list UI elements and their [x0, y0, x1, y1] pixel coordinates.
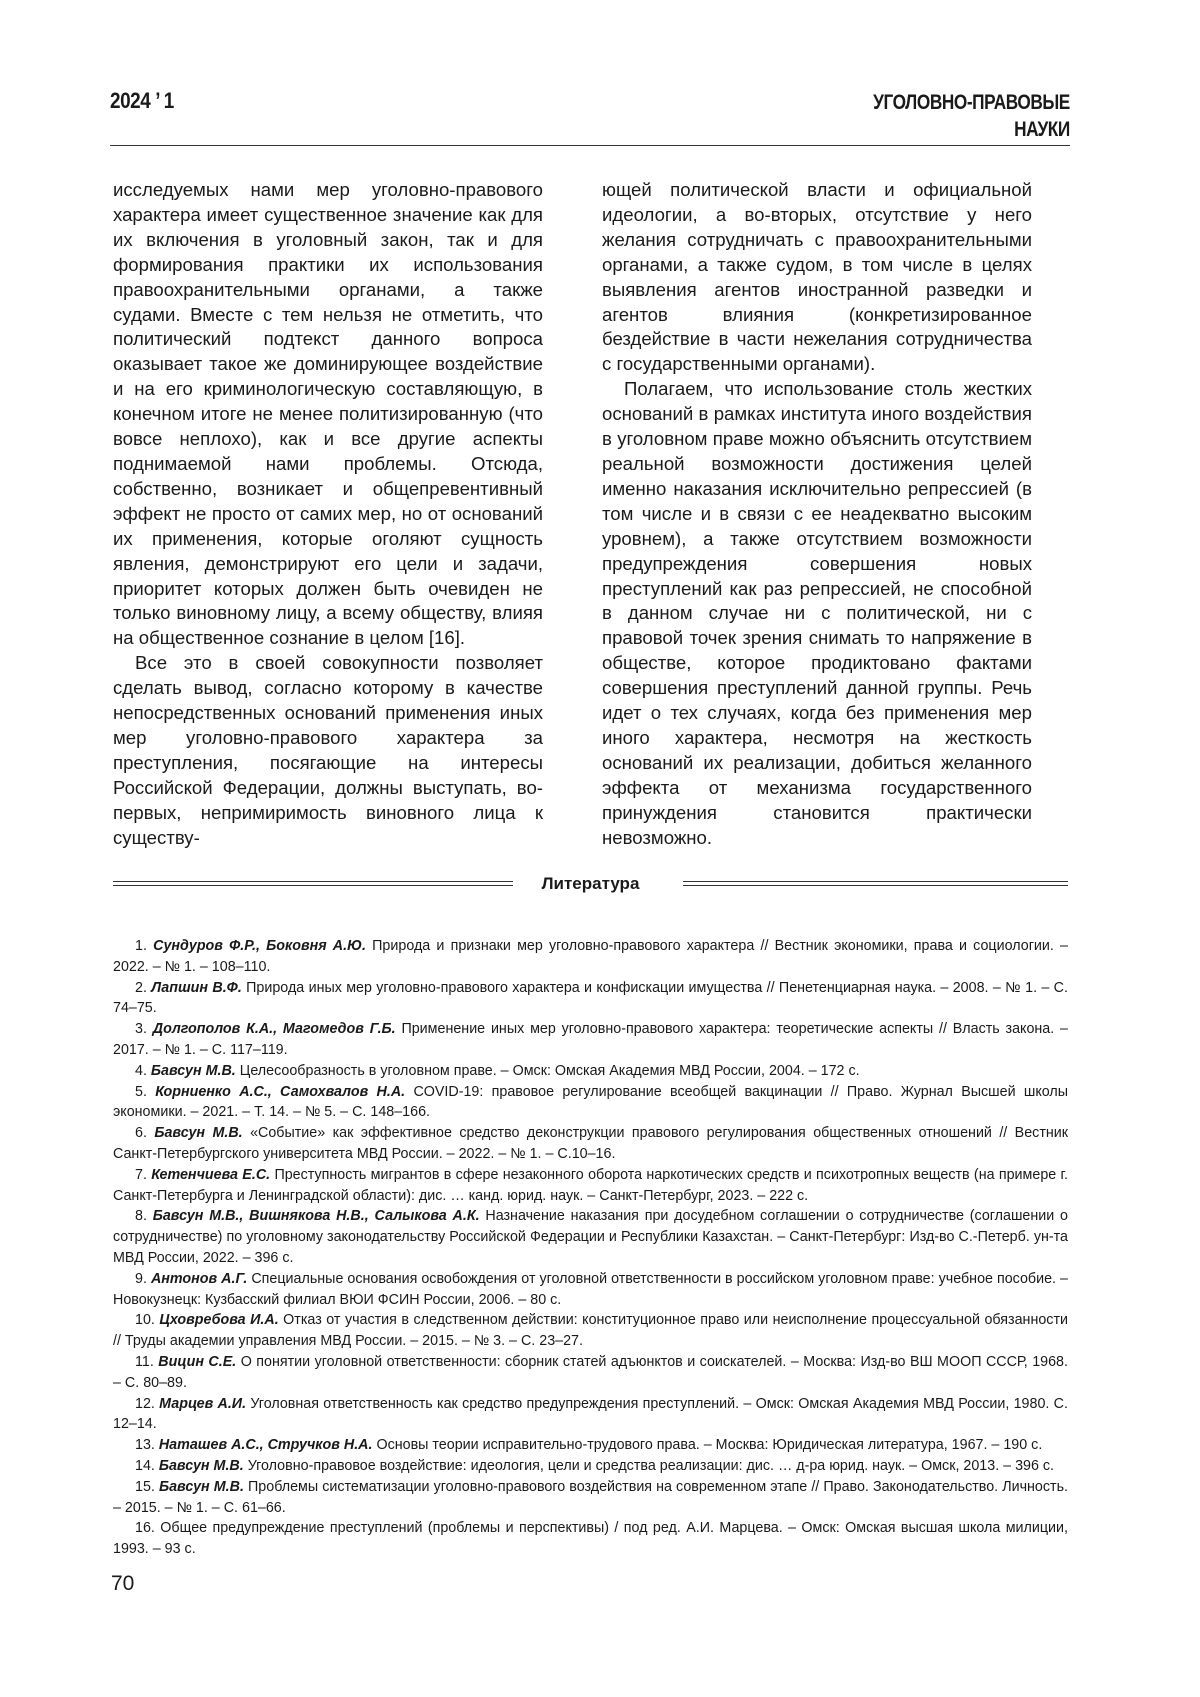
- reference-authors: Корниенко А.С., Самохвалов Н.А.: [155, 1083, 406, 1100]
- reference-number: 13.: [135, 1437, 155, 1454]
- reference-text: COVID-19: правовое регулирование всеобщей вакцинации // Право. Журнал Высшей школы экономики. – 2021. – Т. 14. – № 5. – С. 148–166.: [113, 1083, 1068, 1121]
- heading-rule-right: [683, 881, 1068, 886]
- reference-text: Целесообразность в уголовном праве. – Омск: Омская Академия МВД России, 2004. – 172 с.: [235, 1062, 860, 1079]
- reference-text: Уголовная ответственность как средство предупреждения преступлений. – Омск: Омская Академия МВД России, 1980. С. 12–14.: [113, 1395, 1068, 1433]
- reference-authors: Бавсун М.В.: [158, 1457, 244, 1474]
- reference-item: [113, 1082, 1068, 1124]
- body-column-left: [113, 178, 543, 850]
- reference-item: [113, 1352, 1068, 1394]
- reference-text: Специальные основания освобождения от уголовной ответственности в российском уголовном праве: учебное пособие. – Новокузнецк: Кузбасский филиал ВЮИ ФСИН России, 2006. – 80 с.: [113, 1270, 1068, 1308]
- section-title-line-1: УГОЛОВНО-ПРАВОВЫЕ: [873, 91, 1070, 114]
- reference-text: Основы теории исправительно-трудового права. – Москва: Юридическая литература, 1967. – 190 с.: [372, 1437, 1043, 1454]
- paragraph: ющей политической власти и официальной идеологии, а во-вторых, отсутствие у него желания сотрудничать с правоохранительными органами, а также судом, в том числе в целях выявления агентов иностранной разведки и агентов влияния (конкретизированное бездействие в части нежелания сотрудничества с государственными органами).: [602, 179, 1032, 375]
- reference-list: [113, 936, 1068, 1560]
- reference-number: 14.: [135, 1457, 155, 1474]
- reference-item: [113, 936, 1068, 978]
- reference-number: 9.: [135, 1270, 147, 1287]
- reference-authors: Марцев А.И.: [159, 1395, 247, 1412]
- reference-authors: Бавсун М.В., Вишнякова Н.В., Салыкова А.К.: [152, 1208, 480, 1225]
- paragraph: Полагаем, что использование столь жестких оснований в рамках института иного воздействия в уголовном праве можно объяснить отсутствием реальной возможности достижения целей именно наказания исключительно репрессией (в том числе и в связи с ее неадекватно высоким уровнем), а также отсутствием возможности предупреждения совершения новых преступлений как раз репрессией, не способной в данном случае ни с политической, ни с правовой точек зрения снимать то напряжение в обществе, которое продиктовано фактами совершения преступлений данной группы. Речь идет о тех случаях, когда без применения мер иного характера, несмотря на жесткость оснований их реализации, добиться желанного эффекта от механизма государственного принуждения становится практически невозможно.: [602, 378, 1032, 848]
- literature-heading: [113, 874, 1068, 894]
- reference-number: 4.: [135, 1062, 147, 1079]
- paragraph: Все это в своей совокупности позволяет сделать вывод, согласно которому в качестве непосредственных оснований применения иных мер уголовно-правового характера за преступления, посягающие на интересы Российской Федерации, должны выступать, во-первых, непримиримость виновного лица к существу-: [113, 652, 543, 848]
- page-number: 70: [111, 1572, 135, 1595]
- reference-number: 6.: [135, 1125, 147, 1142]
- literature-title: Литература: [541, 874, 640, 893]
- header-rule: [110, 145, 1070, 146]
- reference-authors: Лапшин В.Ф.: [151, 979, 242, 996]
- reference-number: 10.: [135, 1312, 155, 1329]
- reference-authors: Вицин С.Е.: [158, 1353, 237, 1370]
- reference-number: 5.: [135, 1083, 147, 1100]
- reference-number: 2.: [135, 979, 147, 996]
- reference-authors: Антонов А.Г.: [150, 1270, 248, 1287]
- reference-item: [113, 978, 1068, 1020]
- reference-text: Природа иных мер уголовно-правового характера и конфискации имущества // Пенетенциарная наука. – 2008. – № 1. – С. 74–75.: [113, 979, 1068, 1017]
- reference-authors: Бавсун М.В.: [150, 1062, 236, 1079]
- reference-item: [113, 1019, 1068, 1061]
- reference-authors: Цховребова И.А.: [159, 1312, 279, 1329]
- reference-text: О понятии уголовной ответственности: сборник статей адъюнктов и соискателей. – Москва: Изд-во ВШ МООП СССР, 1968. – С. 80–89.: [113, 1353, 1068, 1391]
- reference-item: [113, 1123, 1068, 1165]
- reference-number: 12.: [135, 1395, 155, 1412]
- reference-authors: Бавсун М.В.: [154, 1125, 243, 1142]
- reference-item: [113, 1165, 1068, 1207]
- body-column-right: [602, 178, 1032, 850]
- reference-text: Применение иных мер уголовно-правового характера: теоретические аспекты // Власть закона. – 2017. – № 1. – С. 117–119.: [113, 1021, 1068, 1058]
- reference-text: Природа и признаки мер уголовно-правового характера // Вестник экономики, права и социологии. – 2022. – № 1. – 108–110.: [113, 938, 1068, 975]
- paragraph: исследуемых нами мер уголовно-правового характера имеет существенное значение как для их включения в уголовный закон, так и для формирования практики их использования правоохранительными органами, а также судами. Вместе с тем нельзя не отметить, что политический подтекст данного вопроса оказывает такое же доминирующее воздействие и на его криминологическую составляющую, в конечном итоге не менее политизированную (что вовсе неплохо), как и все другие аспекты поднимаемой нами проблемы. Отсюда, собственно, возникает и общепревентивный эффект не просто от самих мер, но от оснований их применения, которые оголяют сущность явления, демонстрируют его цели и задачи, приоритет которых должен быть очевиден не только виновному лицу, а всему обществу, влияя на общественное сознание в целом [16].: [113, 179, 543, 649]
- reference-item: [113, 1206, 1068, 1268]
- reference-text: Уголовно-правовое воздействие: идеология, цели и средства реализации: дис. … д-ра юрид. наук. – Омск, 2013. – 396 с.: [243, 1457, 1055, 1474]
- reference-number: 11.: [135, 1353, 154, 1370]
- reference-text: Назначение наказания при досудебном соглашении о сотрудничестве (соглашении о сотрудничестве) по уголовному законодательству Российской Федерации и Республики Казахстан. – Санкт-Петербург: Изд-во С.-Петерб. ун-та МВД России, 2022. – 396 с.: [113, 1208, 1068, 1266]
- reference-authors: Кетенчиева Е.С.: [151, 1166, 271, 1183]
- reference-authors: Сундуров Ф.Р., Боковня А.Ю.: [153, 938, 366, 954]
- reference-item: [113, 1310, 1068, 1352]
- reference-text: Общее предупреждение преступлений (проблемы и перспективы) / под ред. А.И. Марцева. – Омск: Омская высшая школа милиции, 1993. – 93 с.: [113, 1520, 1068, 1558]
- reference-authors: Наташев А.С., Стручков Н.А.: [158, 1437, 373, 1454]
- reference-item: [113, 1061, 1068, 1082]
- reference-number: 1.: [135, 938, 147, 954]
- reference-item: [113, 1269, 1068, 1311]
- reference-number: 16.: [135, 1520, 155, 1537]
- reference-text: Проблемы систематизации уголовно-правового воздействия на современном этапе // Право. Законодательство. Личность. – 2015. – № 1. – С. 61–66.: [113, 1478, 1069, 1516]
- reference-item: [113, 1435, 1068, 1456]
- reference-item: [113, 1394, 1068, 1436]
- reference-text: Отказ от участия в следственном действии: конституционное право или неисполнение процессуальной обязанности // Труды академии управления МВД России. – 2015. – № 3. – С. 23–27.: [113, 1312, 1068, 1350]
- reference-number: 8.: [135, 1208, 147, 1225]
- journal-section: [873, 89, 1070, 143]
- reference-number: 15.: [135, 1478, 155, 1495]
- journal-issue: 2024 ’ 1: [110, 88, 174, 113]
- reference-item: [113, 1518, 1068, 1560]
- reference-number: 7.: [135, 1166, 147, 1183]
- reference-number: 3.: [135, 1021, 147, 1038]
- reference-text: «Событие» как эффективное средство деконструкции правового регулирования общественных отношений // Вестник Санкт-Петербургского университета МВД России. – 2022. – № 1. – С.10–16.: [113, 1125, 1068, 1162]
- reference-authors: Бавсун М.В.: [158, 1478, 244, 1495]
- reference-item: [113, 1456, 1068, 1477]
- reference-text: Преступность мигрантов в сфере незаконного оборота наркотических средств и психотропных веществ (на примере г. Санкт-Петербурга и Ленинградской области): дис. … канд. юрид. наук. – Санкт-Петербург, 2023. – 222 с.: [113, 1166, 1068, 1204]
- reference-item: [113, 1477, 1068, 1519]
- section-title-line-2: НАУКИ: [1014, 118, 1070, 141]
- reference-authors: Долгополов К.А., Магомедов Г.Б.: [152, 1021, 396, 1038]
